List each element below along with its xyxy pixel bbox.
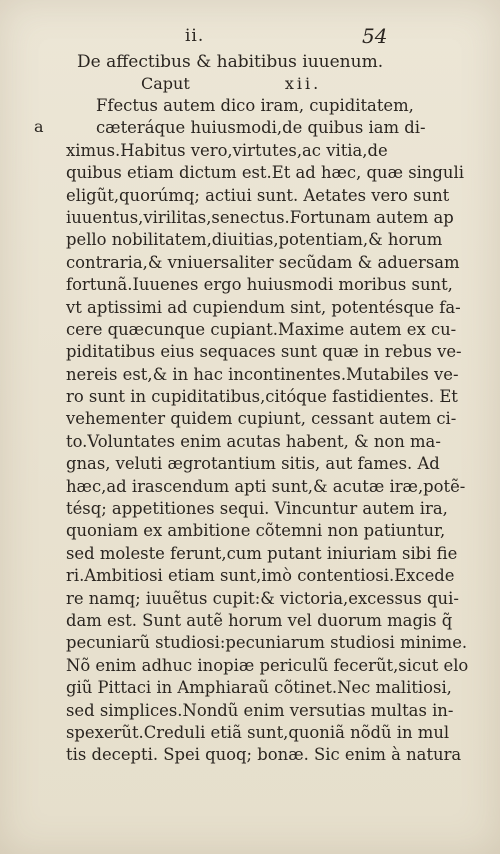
text-line: re namq; iuuẽtus cupit:& victoria,excessus qui- bbox=[66, 588, 459, 608]
text-line: vehementer quidem cupiunt, cessant autem ci- bbox=[66, 409, 457, 429]
margin-marker: a bbox=[34, 117, 44, 136]
text-line: ximus.Habitus vero,virtutes,ac vitia,de bbox=[66, 140, 388, 160]
text-line: pello nobilitatem,diuitias,potentiam,& horum bbox=[66, 230, 443, 250]
text-line: nereis est,& in hac incontinentes.Mutabiles ve- bbox=[66, 364, 459, 384]
text-line: gnas, veluti ægrotantium sitis, aut fames. Ad bbox=[66, 454, 440, 474]
text-line: ro sunt in cupiditatibus,citóque fastidientes. Et bbox=[66, 387, 458, 407]
text-line: giũ Pittaci in Amphiaraũ cõtinet.Nec malitiosi, bbox=[66, 678, 452, 698]
text-line: spexerũt.Creduli etiã sunt,quoniã nõdũ in mul bbox=[66, 722, 450, 742]
text-line: pecuniarũ studiosi:pecuniarum studiosi minime. bbox=[66, 633, 468, 653]
text-line: quoniam ex ambitione cõtemni non patiuntur, bbox=[66, 521, 446, 541]
chapter-title: De affectibus & habitibus iuuenum. bbox=[77, 52, 384, 72]
text-line: tis decepti. Spei quoq; bonæ. Sic enim à natura bbox=[66, 745, 462, 765]
text-line: sed simplices.Nondũ enim versutias multas in- bbox=[66, 700, 454, 720]
text-line: Nõ enim adhuc inopiæ periculũ fecerũt,sicut elo bbox=[66, 655, 469, 675]
text-line: piditatibus eius sequaces sunt quæ in rebus ve- bbox=[66, 342, 462, 362]
text-line: cæteráque huiusmodi,de quibus iam di- bbox=[96, 118, 426, 138]
text-line: tésq; appetitiones sequi. Vincuntur autem ira, bbox=[66, 499, 448, 519]
page-header bbox=[0, 26, 500, 50]
chapter-number: xii. bbox=[284, 74, 322, 93]
text-line: contraria,& vniuersaliter secũdam & aduersam bbox=[66, 252, 460, 272]
text-line: vt aptissimi ad cupiendum sint, potentésque fa- bbox=[66, 297, 461, 317]
text-line: sed moleste ferunt,cum putant iniuriam sibi fie bbox=[66, 543, 458, 563]
page-number: 54 bbox=[362, 24, 388, 48]
text-line: fortunã.Iuuenes ergo huiusmodi moribus sunt, bbox=[66, 275, 453, 295]
text-line: hæc,ad irascendum apti sunt,& acutæ iræ,potẽ- bbox=[66, 476, 466, 496]
text-line: eligũt,quorúmq; actiui sunt. Aetates vero sunt bbox=[66, 185, 450, 205]
text-line: Ffectus autem dico iram, cupiditatem, bbox=[96, 96, 414, 115]
text-line: ri.Ambitiosi etiam sunt,imò contentiosi.Excede bbox=[66, 566, 455, 586]
text-line: quibus etiam dictum est.Et ad hæc, quæ singuli bbox=[66, 163, 464, 183]
signature-mark: ii. bbox=[185, 26, 205, 46]
text-line: iuuentus,virilitas,senectus.Fortunam autem ap bbox=[66, 207, 454, 227]
text-line: to.Voluntates enim acutas habent, & non ma- bbox=[66, 431, 441, 451]
body-text bbox=[66, 95, 469, 767]
text-line: dam est. Sunt autẽ horum vel duorum magis q̃ bbox=[66, 610, 453, 630]
chapter-label: Caput bbox=[141, 74, 190, 93]
text-line: cere quæcunque cupiant.Maxime autem ex cu- bbox=[66, 319, 457, 339]
chapter-heading bbox=[141, 74, 321, 93]
